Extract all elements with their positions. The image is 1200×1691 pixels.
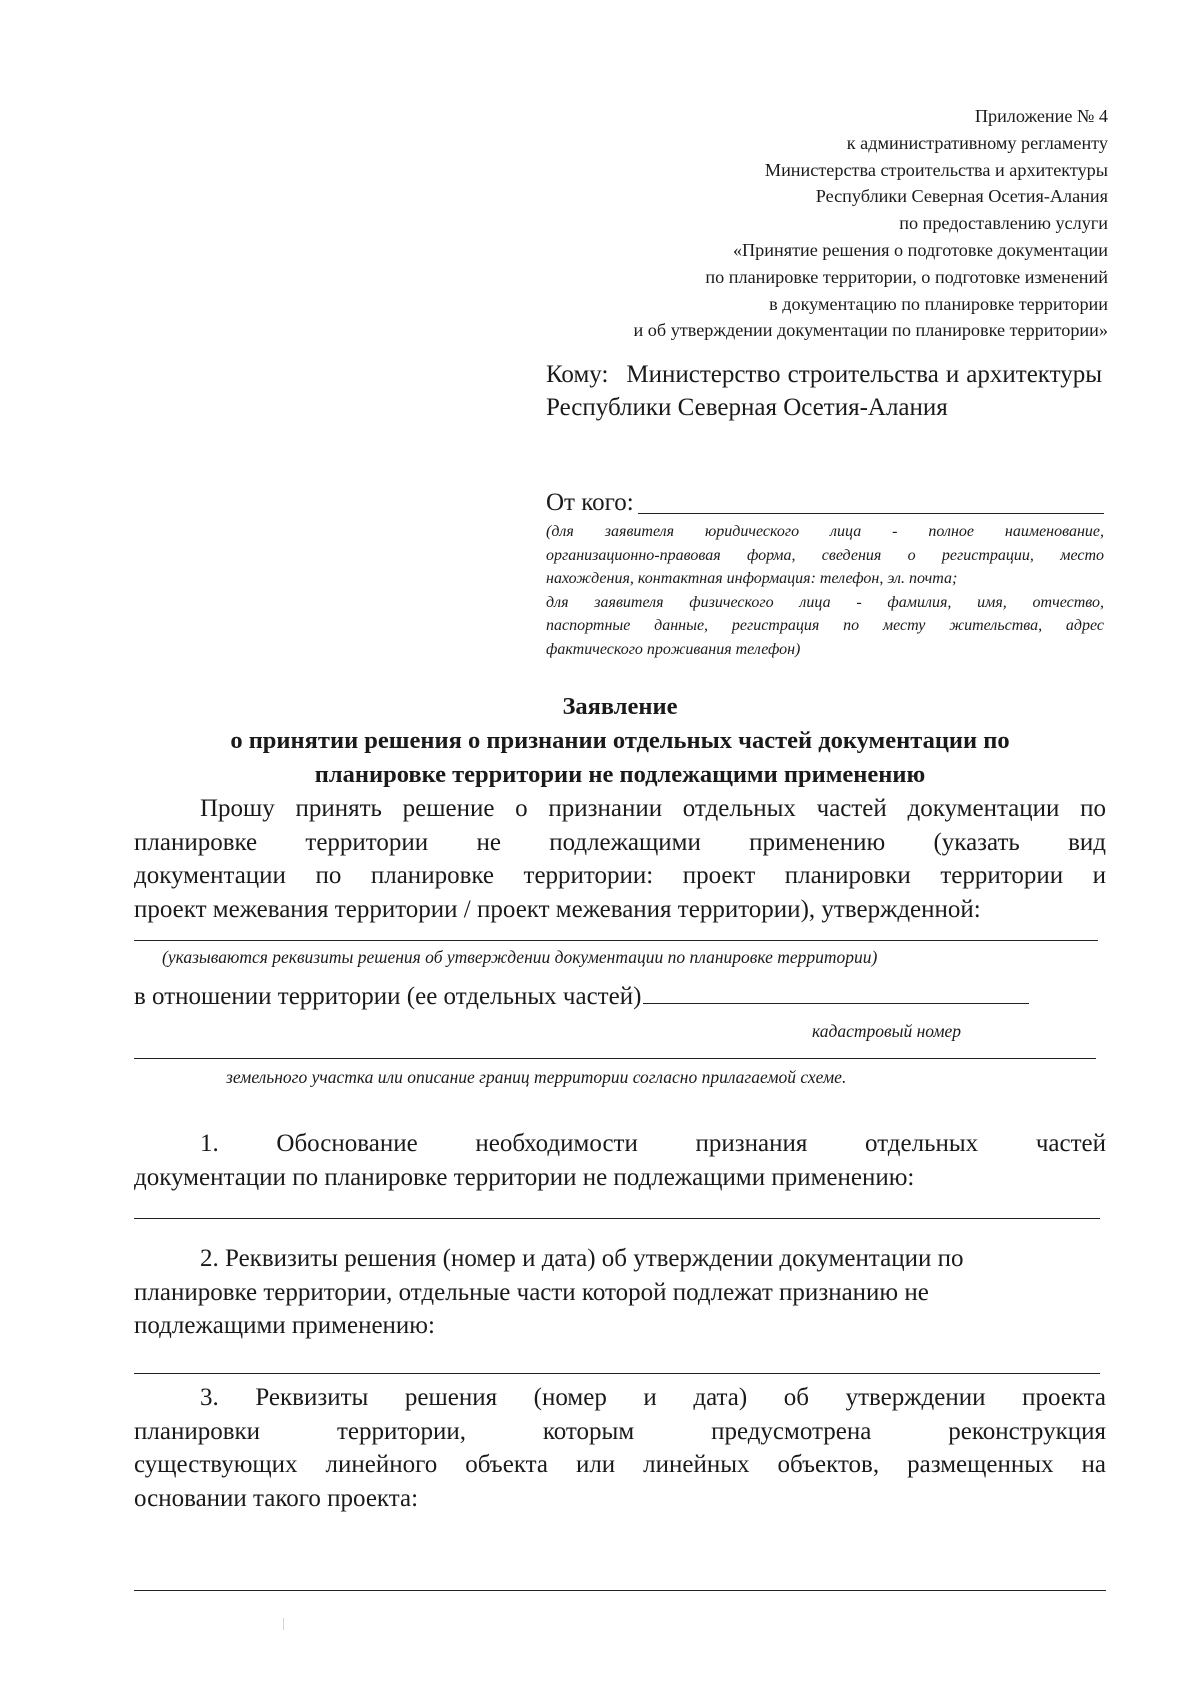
scan-artifact (283, 1618, 284, 1630)
annex-line: по предоставлению услуги (899, 213, 1108, 234)
approval-details-line[interactable] (134, 940, 1098, 941)
annex-line: Приложение № 4 (974, 106, 1108, 126)
request-paragraph (134, 792, 1106, 926)
item-line: 2. Реквизиты решения (номер и дата) об утверждении документации по (200, 1245, 964, 1272)
sender-hint-line: паспортные данные, регистрация по месту жительства, адрес (546, 617, 1104, 634)
item-line: планировке территории, отдельные части которой подлежат признанию не (134, 1278, 929, 1306)
annex-line: Министерства строительства и архитектуры (764, 159, 1108, 180)
title-line: о принятии решения о признании отдельных частей документации по (230, 727, 1010, 754)
item-line: основании такого проекта: (134, 1484, 419, 1512)
item-line: 1. Обоснование необходимости признания отдельных частей (200, 1130, 1106, 1157)
title-line: Заявление (562, 693, 678, 720)
document-title (140, 690, 1100, 792)
request-line: проект межевания территории / проект межевания территории), утвержденной: (134, 895, 981, 923)
justification-answer-line[interactable] (134, 1218, 1100, 1219)
request-line: планировке территории не подлежащими применению (указать вид (134, 828, 1106, 856)
territory-text: в отношении территории (ее отдельных частей) (134, 983, 642, 1010)
annex-line: Республики Северная Осетия-Алания (815, 186, 1108, 207)
item-line: 3. Реквизиты решения (номер и дата) об утверждении проекта (200, 1384, 1106, 1411)
decision-details-answer-line[interactable] (134, 1373, 1100, 1374)
request-line: Прошу принять решение о признании отдельных частей документации по (200, 795, 1106, 822)
title-line: планировке территории не подлежащими применению (314, 761, 926, 788)
sender-hint-line: фактического проживания телефон) (546, 640, 801, 658)
annex-line: «Принятие решения о подготовке документации (732, 239, 1108, 260)
item-project-details (134, 1381, 1106, 1515)
addressee-block (546, 358, 1102, 424)
territory-line (134, 980, 1106, 1014)
addressee-label: Кому: (546, 361, 609, 388)
annex-line: в документацию по планировке территории (769, 293, 1108, 314)
annex-header (634, 103, 1108, 344)
project-details-answer-line[interactable] (134, 1590, 1106, 1591)
sender-line (546, 488, 1104, 518)
item-line: существующих линейного объекта или линейных объектов, размещенных на (134, 1451, 1106, 1478)
addressee-text: Министерство строительства и архитектуры Республики Северная Осетия-Алания (546, 361, 1102, 421)
annex-line: и об утверждении документации по планировке территории» (633, 320, 1108, 341)
item-line: планировки территории, которым предусмотрена реконструкция (134, 1417, 1106, 1445)
sender-label: От кого: (546, 489, 634, 516)
request-line: документации по планировке территории: проект планировки территории и (134, 862, 1106, 889)
sender-hint-line: (для заявителя юридического лица - полное наименование, (546, 523, 1104, 540)
sender-hint-line: для заявителя физического лица - фамилия, имя, отчество, (546, 593, 1104, 611)
item-decision-details (134, 1242, 1106, 1343)
annex-line: по планировке территории, о подготовке изменений (705, 266, 1108, 287)
annex-line: к административному регламенту (846, 132, 1108, 153)
item-line: подлежащими применению: (134, 1312, 435, 1339)
sender-hint (546, 520, 1104, 661)
sender-input-line[interactable] (638, 489, 1104, 514)
item-line: документации по планировке территории не подлежащими применению: (134, 1163, 915, 1191)
approval-details-caption: (указываются реквизиты решения об утверждении документации по планировке территории) (162, 947, 878, 967)
cadastral-number-line[interactable] (643, 985, 1029, 1004)
sender-block (546, 488, 1104, 661)
territory-description-line[interactable] (134, 1058, 1096, 1059)
cadastral-caption: кадастровый номер (812, 1021, 962, 1041)
territory-caption: земельного участка или описание границ территории согласно прилагаемой схеме. (226, 1067, 847, 1087)
sender-hint-line: нахождения, контактная информация: телефон, эл. почта; (546, 570, 958, 587)
item-justification (134, 1127, 1106, 1194)
sender-hint-line: организационно-правовая форма, сведения о регистрации, место (546, 546, 1104, 564)
